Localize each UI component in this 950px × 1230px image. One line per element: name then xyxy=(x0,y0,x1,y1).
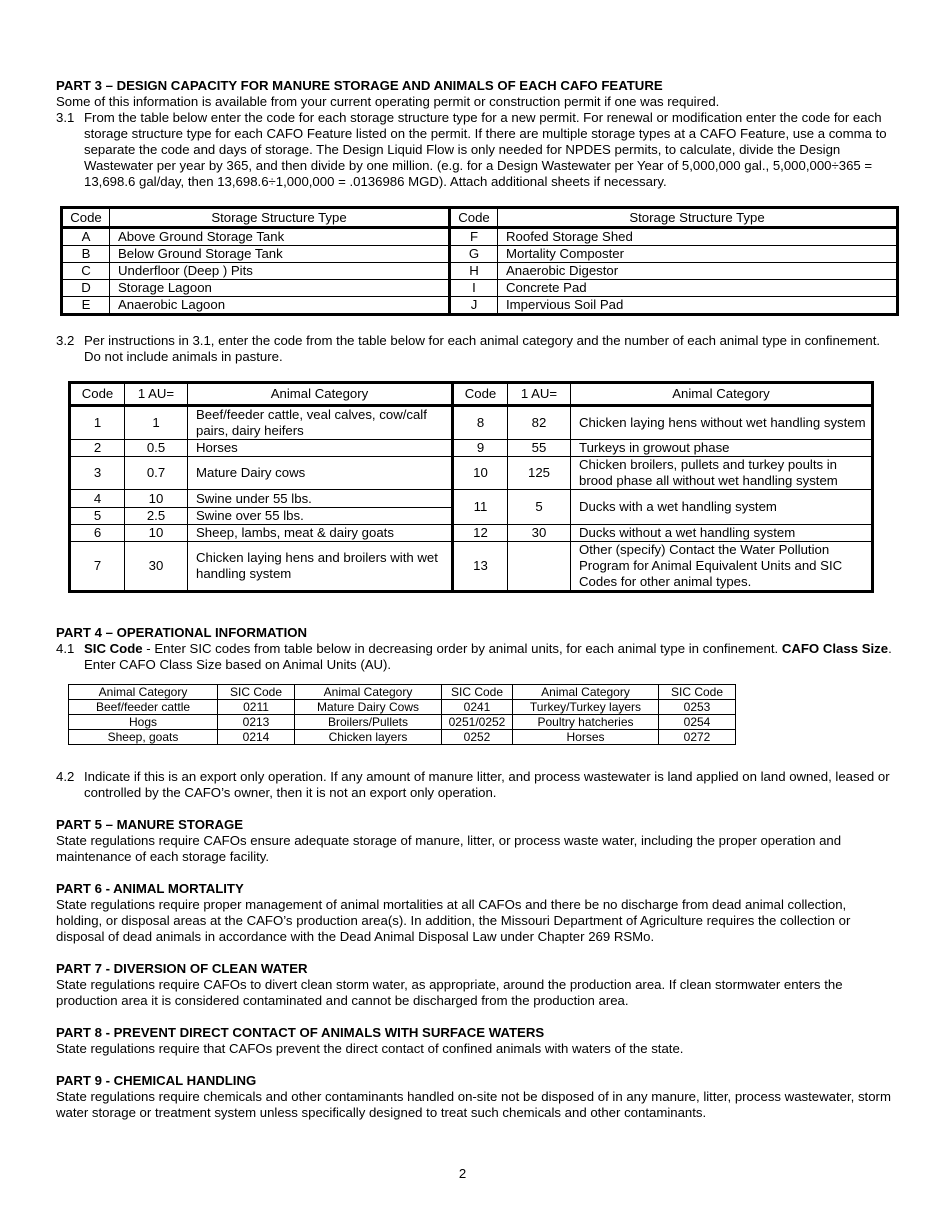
cell-type: Mortality Composter xyxy=(498,246,898,263)
cell-au: 0.7 xyxy=(125,457,188,490)
cell-category: Chicken laying hens and broilers with wet handling system xyxy=(188,542,453,592)
cell-code: G xyxy=(450,246,498,263)
cell-code: 10 xyxy=(453,457,508,490)
cell-category: Poultry hatcheries xyxy=(513,715,659,730)
part7-text: State regulations require CAFOs to divert clean storm water, as appropriate, around the production area. If clean stormwater enters the production area it is considered contaminated and cannot be discharged from the production area. xyxy=(56,977,843,1008)
cell-type: Underfloor (Deep ) Pits xyxy=(110,263,450,280)
table-header-row xyxy=(69,685,736,700)
cell-au: 10 xyxy=(125,525,188,542)
page-number: 2 xyxy=(458,1166,467,1181)
header-code: Code xyxy=(70,383,125,406)
cell-type: Anaerobic Digestor xyxy=(498,263,898,280)
header-animal-category: Animal Category xyxy=(69,685,218,700)
cell-category: Swine over 55 lbs. xyxy=(188,508,453,525)
header-animal-category: Animal Category xyxy=(188,383,453,406)
item-number: 3.1 xyxy=(56,110,75,125)
table-row xyxy=(70,406,873,440)
cell-code: 9 xyxy=(453,440,508,457)
table-row xyxy=(62,228,898,246)
part5-heading: PART 5 – MANURE STORAGE xyxy=(56,817,244,832)
cell-category: Horses xyxy=(513,730,659,745)
cell-au: 10 xyxy=(125,490,188,508)
cell-au: 55 xyxy=(508,440,571,457)
part8-heading: PART 8 - PREVENT DIRECT CONTACT OF ANIMALS WITH SURFACE WATERS xyxy=(56,1025,545,1040)
table-header-row xyxy=(70,383,873,406)
item-text: Indicate if this is an export only operation. If any amount of manure litter, and process wastewater is land applied on land owned, leased or controlled by the CAFO’s owner, then it is not an export only operation. xyxy=(84,769,890,800)
cell-au: 82 xyxy=(508,406,571,440)
cell-au: 30 xyxy=(125,542,188,592)
item-number: 4.2 xyxy=(56,769,75,784)
table-row xyxy=(70,525,873,542)
cell-code: 4 xyxy=(70,490,125,508)
cell-category: Swine under 55 lbs. xyxy=(188,490,453,508)
table-row xyxy=(70,440,873,457)
table-row xyxy=(70,490,873,508)
cell-type: Concrete Pad xyxy=(498,280,898,297)
table-row xyxy=(69,715,736,730)
cafo-class-size-label: CAFO Class Size xyxy=(781,641,889,656)
cell-category: Ducks with a wet handling system xyxy=(571,490,873,525)
header-au: 1 AU= xyxy=(125,383,188,406)
header-sic-code: SIC Code xyxy=(659,685,736,700)
cell-category: Beef/feeder cattle, veal calves, cow/calf pairs, dairy heifers xyxy=(188,406,453,440)
table-row xyxy=(69,730,736,745)
cell-type: Roofed Storage Shed xyxy=(498,228,898,246)
item-text-part: - Enter SIC codes from table below in decreasing order by animal units, for each animal type in confinement. xyxy=(142,641,782,656)
cell-sic: 0252 xyxy=(442,730,513,745)
cell-au: 125 xyxy=(508,457,571,490)
cell-sic: 0211 xyxy=(218,700,295,715)
item-number: 4.1 xyxy=(56,641,75,656)
header-animal-category: Animal Category xyxy=(571,383,873,406)
cell-code: 11 xyxy=(453,490,508,525)
cell-code: 2 xyxy=(70,440,125,457)
cell-code: 3 xyxy=(70,457,125,490)
cell-code: 12 xyxy=(453,525,508,542)
item-number: 3.2 xyxy=(56,333,75,348)
cell-au xyxy=(508,542,571,592)
part3-heading: PART 3 – DESIGN CAPACITY FOR MANURE STORAGE AND ANIMALS OF EACH CAFO FEATURE xyxy=(56,78,663,93)
cell-category: Hogs xyxy=(69,715,218,730)
item-3-1 xyxy=(56,110,896,190)
cell-category: Other (specify) Contact the Water Pollution Program for Animal Equivalent Units and SIC Codes for other animal types. xyxy=(571,542,873,592)
cell-au: 0.5 xyxy=(125,440,188,457)
item-text-part: . Enter CAFO Class Size based on Animal Units (AU). xyxy=(84,641,892,672)
cell-au: 2.5 xyxy=(125,508,188,525)
cell-category: Sheep, goats xyxy=(69,730,218,745)
table-header-row xyxy=(62,208,898,228)
cell-au: 5 xyxy=(508,490,571,525)
cell-category: Mature Dairy Cows xyxy=(295,700,442,715)
header-animal-category: Animal Category xyxy=(513,685,659,700)
header-storage-type: Storage Structure Type xyxy=(498,208,898,228)
cell-code: C xyxy=(62,263,110,280)
cell-category: Turkey/Turkey layers xyxy=(513,700,659,715)
cell-code: A xyxy=(62,228,110,246)
table-row xyxy=(70,457,873,490)
cell-code: 7 xyxy=(70,542,125,592)
cell-category: Ducks without a wet handling system xyxy=(571,525,873,542)
cell-code: 6 xyxy=(70,525,125,542)
item-text xyxy=(84,641,896,673)
part9-text: State regulations require chemicals and other contaminants handled on-site not be disposed of in any manure, litter, process wastewater, storm water storage or treatment system unless specifically designed to treat such chemicals and other contaminants. xyxy=(56,1089,891,1120)
table-row xyxy=(62,280,898,297)
part5-text: State regulations require CAFOs ensure adequate storage of manure, litter, or process waste water, including the proper operation and maintenance of each storage facility. xyxy=(56,833,842,864)
sic-code-label: SIC Code xyxy=(84,641,143,656)
cell-category: Horses xyxy=(188,440,453,457)
storage-structure-table xyxy=(60,206,899,316)
header-storage-type: Storage Structure Type xyxy=(110,208,450,228)
table-row xyxy=(62,263,898,280)
cell-category: Turkeys in growout phase xyxy=(571,440,873,457)
cell-sic: 0214 xyxy=(218,730,295,745)
cell-sic: 0254 xyxy=(659,715,736,730)
header-code: Code xyxy=(453,383,508,406)
item-text: From the table below enter the code for each storage structure type for a new permit. For renewal or modification enter the code for each storage structure type for each CAFO Feature listed on the permit. If there are multiple storage types at a CAFO Feature, use a comma to separate the code and days of storage. The Design Liquid Flow is only needed for NPDES permits, to calculate, divide the Design Wastewater per year by 365, and then divide by one million. (e.g. for a Design Wastewater per Year of 5,000,000 gal., 5,000,000÷365 = 13,698.6 gal/day, then 13,698.6÷1,000,000 = .0136986 MGD). Attach additional sheets if necessary. xyxy=(84,110,887,189)
cell-code: B xyxy=(62,246,110,263)
cell-category: Beef/feeder cattle xyxy=(69,700,218,715)
item-4-2 xyxy=(56,769,896,801)
header-sic-code: SIC Code xyxy=(218,685,295,700)
cell-code: E xyxy=(62,297,110,315)
cell-au: 1 xyxy=(125,406,188,440)
cell-category: Chicken layers xyxy=(295,730,442,745)
cell-type: Anaerobic Lagoon xyxy=(110,297,450,315)
cell-sic: 0213 xyxy=(218,715,295,730)
cell-category: Mature Dairy cows xyxy=(188,457,453,490)
cell-code: H xyxy=(450,263,498,280)
cell-sic: 0272 xyxy=(659,730,736,745)
cell-category: Sheep, lambs, meat & dairy goats xyxy=(188,525,453,542)
part3-intro: Some of this information is available from your current operating permit or construction permit if one was required. xyxy=(56,94,720,109)
header-animal-category: Animal Category xyxy=(295,685,442,700)
cell-sic: 0241 xyxy=(442,700,513,715)
header-code: Code xyxy=(62,208,110,228)
cell-code: D xyxy=(62,280,110,297)
cell-code: 8 xyxy=(453,406,508,440)
part4-heading: PART 4 – OPERATIONAL INFORMATION xyxy=(56,625,308,640)
animal-category-table xyxy=(68,381,874,593)
part7-heading: PART 7 - DIVERSION OF CLEAN WATER xyxy=(56,961,308,976)
cell-type: Below Ground Storage Tank xyxy=(110,246,450,263)
cell-sic: 0251/0252 xyxy=(442,715,513,730)
cell-category: Chicken broilers, pullets and turkey poults in brood phase all without wet handling system xyxy=(571,457,873,490)
table-row xyxy=(62,246,898,263)
header-code: Code xyxy=(450,208,498,228)
item-text: Per instructions in 3.1, enter the code from the table below for each animal category and the number of each animal type in confinement. Do not include animals in pasture. xyxy=(84,333,881,364)
part8-text: State regulations require that CAFOs prevent the direct contact of confined animals with waters of the state. xyxy=(56,1041,684,1056)
table-row xyxy=(70,542,873,592)
cell-type: Above Ground Storage Tank xyxy=(110,228,450,246)
header-au: 1 AU= xyxy=(508,383,571,406)
header-sic-code: SIC Code xyxy=(442,685,513,700)
part9-heading: PART 9 - CHEMICAL HANDLING xyxy=(56,1073,257,1088)
cell-sic: 0253 xyxy=(659,700,736,715)
cell-au: 30 xyxy=(508,525,571,542)
cell-category: Broilers/Pullets xyxy=(295,715,442,730)
cell-type: Impervious Soil Pad xyxy=(498,297,898,315)
cell-code: 5 xyxy=(70,508,125,525)
cell-code: 13 xyxy=(453,542,508,592)
cell-code: 1 xyxy=(70,406,125,440)
part6-heading: PART 6 - ANIMAL MORTALITY xyxy=(56,881,244,896)
cell-type: Storage Lagoon xyxy=(110,280,450,297)
table-row xyxy=(69,700,736,715)
document-page xyxy=(56,78,896,1121)
item-4-1 xyxy=(56,641,896,673)
part6-text: State regulations require proper management of animal mortalities at all CAFOs and there be no discharge from dead animal collection, holding, or disposal areas at the CAFO’s production area(s). In addition, the Missouri Department of Agriculture requires the collection or disposal of dead animals in accordance with the Dead Animal Disposal Law under Chapter 269 RSMo. xyxy=(56,897,851,944)
cell-category: Chicken laying hens without wet handling system xyxy=(571,406,873,440)
item-3-2 xyxy=(56,333,896,365)
cell-code: J xyxy=(450,297,498,315)
sic-code-table xyxy=(68,684,736,745)
table-row xyxy=(62,297,898,315)
cell-code: I xyxy=(450,280,498,297)
cell-code: F xyxy=(450,228,498,246)
